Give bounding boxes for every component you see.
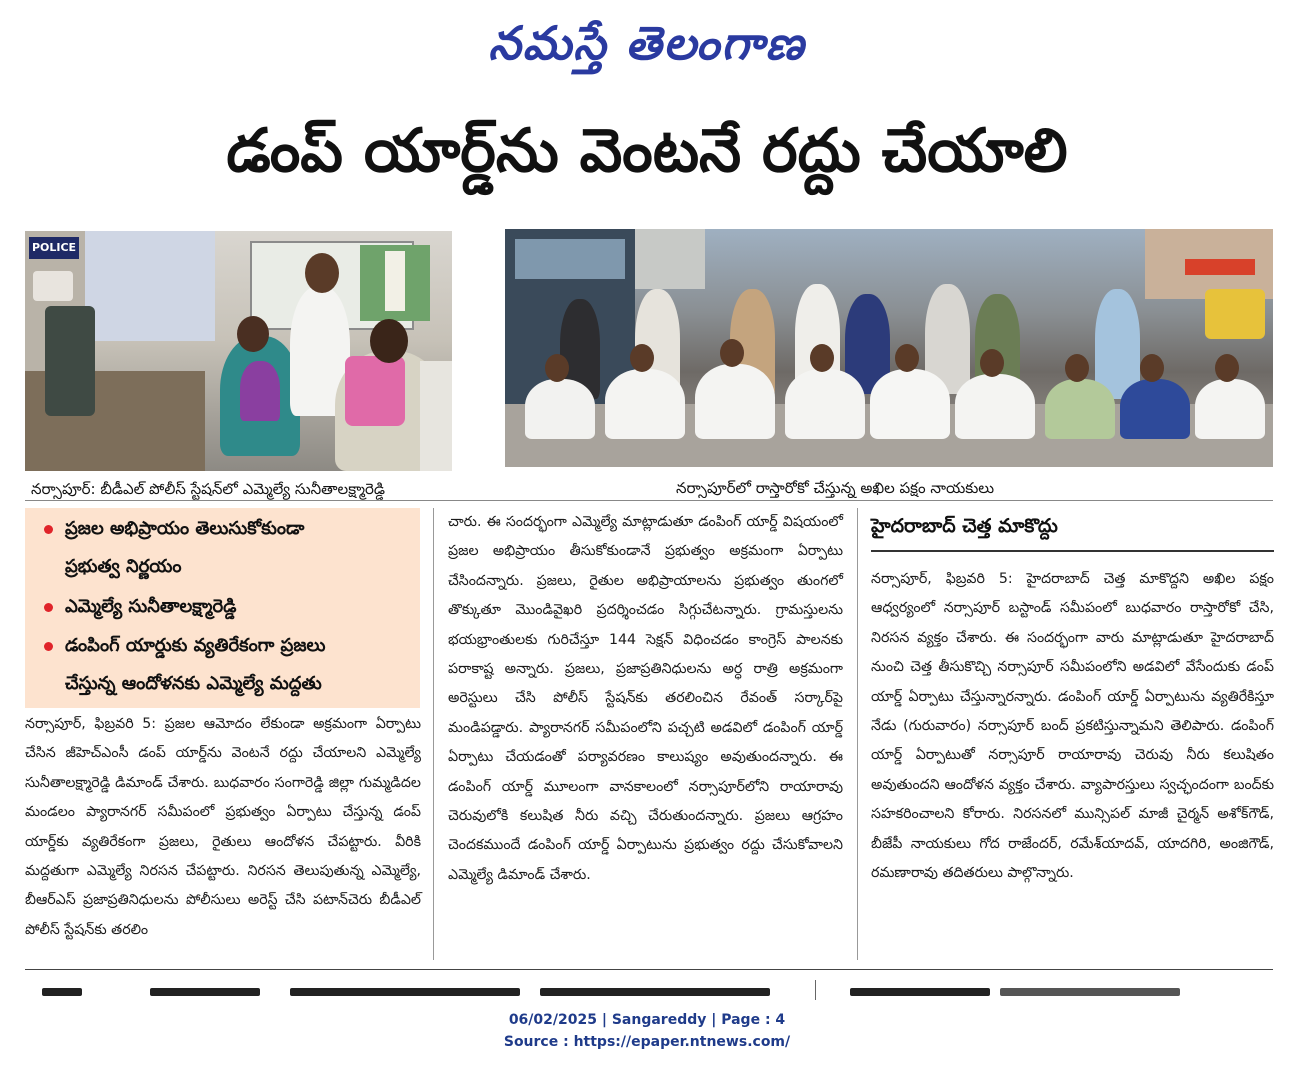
headline: డంప్ యార్డ్‌ను వెంటనే రద్దు చేయాలి bbox=[226, 116, 1068, 186]
photo-right-caption: నర్సాపూర్‌లో రాస్తారోకో చేస్తున్న అఖిల పక్షం నాయకులు bbox=[676, 479, 995, 497]
cutoff-text bbox=[850, 988, 990, 996]
cutoff-text bbox=[290, 988, 520, 996]
bottom-rule bbox=[25, 969, 1273, 970]
bullet-dot bbox=[44, 642, 53, 651]
bullet-dot bbox=[44, 525, 53, 534]
photo-road-blockade bbox=[505, 229, 1273, 467]
caption-divider bbox=[25, 500, 1273, 501]
column-divider bbox=[815, 980, 816, 1000]
masthead-logo: నమస్తే తెలంగాణ bbox=[488, 16, 806, 70]
cutoff-text bbox=[150, 988, 260, 996]
subheading: హైదరాబాద్ చెత్త మాకొద్దు bbox=[871, 515, 1058, 537]
footer-source-link[interactable]: Source : https://epaper.ntnews.com/ bbox=[503, 1034, 791, 1050]
highlight-bullet-1-cont: ప్రభుత్వ నిర్ణయం bbox=[65, 556, 182, 577]
highlight-bullet-3-cont: చేస్తున్న ఆందోళనకు ఎమ్మెల్యే మద్దతు bbox=[65, 673, 322, 694]
highlight-bullet-1: ప్రజల అభిప్రాయం తెలుసుకోకుండా bbox=[44, 512, 304, 546]
cutoff-text bbox=[540, 988, 770, 996]
article-column-1: నర్సాపూర్, ఫిబ్రవరి 5: ప్రజల ఆమోదం లేకుండా అక్రమంగా ఏర్పాటు చేసిన జీహెచ్‌ఎంసీ డంప్ యార్డ్‌ను వెంటనే రద్దు చేయాలని ఎమ్మెల్యే సునీతాలక్ష్మారెడ్డి డిమాండ్ చేశారు. బుధవారం సంగారెడ్డి జిల్లా గుమ్మడిదల మండలం ప్యారానగర్ సమీపంలో ప్రభుత్వం ఏర్పాటు చేస్తున్న డంప్ యార్డ్‌కు వ్యతిరేకంగా ప్రజలు, రైతులు ఆందోళన చేపట్టారు. వీరికి మద్దతుగా ఎమ్మెల్యే నిరసన చేపట్టారు. నిరసన తెలుపుతున్న ఎమ్మెల్యే, బీఆర్‌ఎస్ ప్రజాప్రతినిధులను పోలీసులు అరెస్ట్ చేసి పటాన్‌చెరు బీడీఎల్ పోలీస్ స్టేషన్‌కు తరలిం bbox=[25, 716, 421, 938]
highlight-bullet-2: ఎమ్మెల్యే సునీతాలక్ష్మారెడ్డి bbox=[44, 590, 236, 624]
photo-police-station bbox=[25, 231, 452, 471]
subheading-underline bbox=[871, 550, 1274, 552]
police-sign: POLICE bbox=[29, 237, 79, 259]
cutoff-text bbox=[1000, 988, 1180, 996]
photo-left-caption: నర్సాపూర్: బీడీఎల్ పోలీస్ స్టేషన్‌లో ఎమ్మెల్యే సునీతాలక్ష్మారెడ్డి bbox=[31, 480, 386, 498]
column-divider bbox=[857, 508, 858, 960]
cutoff-text bbox=[42, 988, 82, 996]
footer-date-edition: 06/02/2025 | Sangareddy | Page : 4 bbox=[508, 1012, 786, 1028]
bullet-dot bbox=[44, 603, 53, 612]
article-column-3: నర్సాపూర్, ఫిబ్రవరి 5: హైదరాబాద్ చెత్త మాకొద్దని అఖిల పక్షం ఆధ్వర్యంలో నర్సాపూర్ బస్టాండ్ సమీపంలో బుధవారం రాస్తారోకో చేసి, నిరసన వ్యక్తం చేశారు. ఈ సందర్భంగా వారు మాట్లాడుతూ హైదరాబాద్ నుంచి చెత్త తీసుకొచ్చి నర్సాపూర్ సమీపంలోని అడవిలో వేసేందుకు డంప్ యార్డ్ ఏర్పాటు చేస్తున్నారన్నారు. డంపింగ్ యార్డ్ ఏర్పాటును వ్యతిరేకిస్తూ నేడు (గురువారం) నర్సాపూర్ బంద్ ప్రకటిస్తున్నామని తెలిపారు. డంపింగ్ యార్డ్ ఏర్పాటుతో నర్సాపూర్ రాయారావు చెరువు నీరు కలుషితం అవుతుందని ఆందోళన వ్యక్తం చేశారు. వ్యాపారస్తులు స్వచ్ఛందంగా బంద్‌కు సహకరించాలని కోరారు. నిరసనలో మున్సిపల్ మాజీ చైర్మన్ అశోక్‌గౌడ్, బీజేపీ నాయకులు గోద రాజేందర్, రమేశ్‌యాదవ్, యాదగిరి, అంజిగౌడ్, రమణారావు తదితరులు పాల్గొన్నారు. bbox=[871, 571, 1274, 882]
article-column-2: చారు. ఈ సందర్భంగా ఎమ్మెల్యే మాట్లాడుతూ డంపింగ్ యార్డ్ విషయంలో ప్రజల అభిప్రాయం తీసుకోకుండానే ప్రభుత్వం అక్రమంగా ఏర్పాటు చేసిందన్నారు. ప్రజలు, రైతుల అభిప్రాయాలను ప్రభుత్వం తుంగలో తొక్కుతూ మొండివైఖరి ప్రదర్శించడం సిగ్గుచేటన్నారు. గ్రామస్తులను భయభ్రాంతులకు గురిచేస్తూ 144 సెక్షన్ విధించడం కాంగ్రెస్ పాలనకు పరాకాష్ట అన్నారు. ప్రజలు, ప్రజాప్రతినిధులను అర్ధ రాత్రి అక్రమంగా అరెస్టులు చేసి పోలీస్ స్టేషన్‌కు తరలించిన రేవంత్ సర్కార్‌పై మండిపడ్డారు. ప్యారానగర్ సమీపంలోని పచ్చటి అడవిలో డంపింగ్ యార్డ్ ఏర్పాటు చేయడంతో పర్యావరణం కాలుష్యం అవుతుందన్నారు. ఈ డంపింగ్ యార్డ్ మూలంగా వానకాలంలో నర్సాపూర్‌లోని రాయారావు చెరువులోకి కలుషిత నీరు వచ్చి చేరుతుందన్నారు. ప్రజలు ఆగ్రహం చెందకముందే డంపింగ్ యార్డ్ ఏర్పాటును ప్రభుత్వం రద్దు చేసుకోవాలని ఎమ్మెల్యే డిమాండ్ చేశారు. bbox=[448, 514, 843, 883]
highlight-bullet-3: డంపింగ్ యార్డుకు వ్యతిరేకంగా ప్రజలు bbox=[44, 629, 325, 663]
column-divider bbox=[433, 508, 434, 960]
